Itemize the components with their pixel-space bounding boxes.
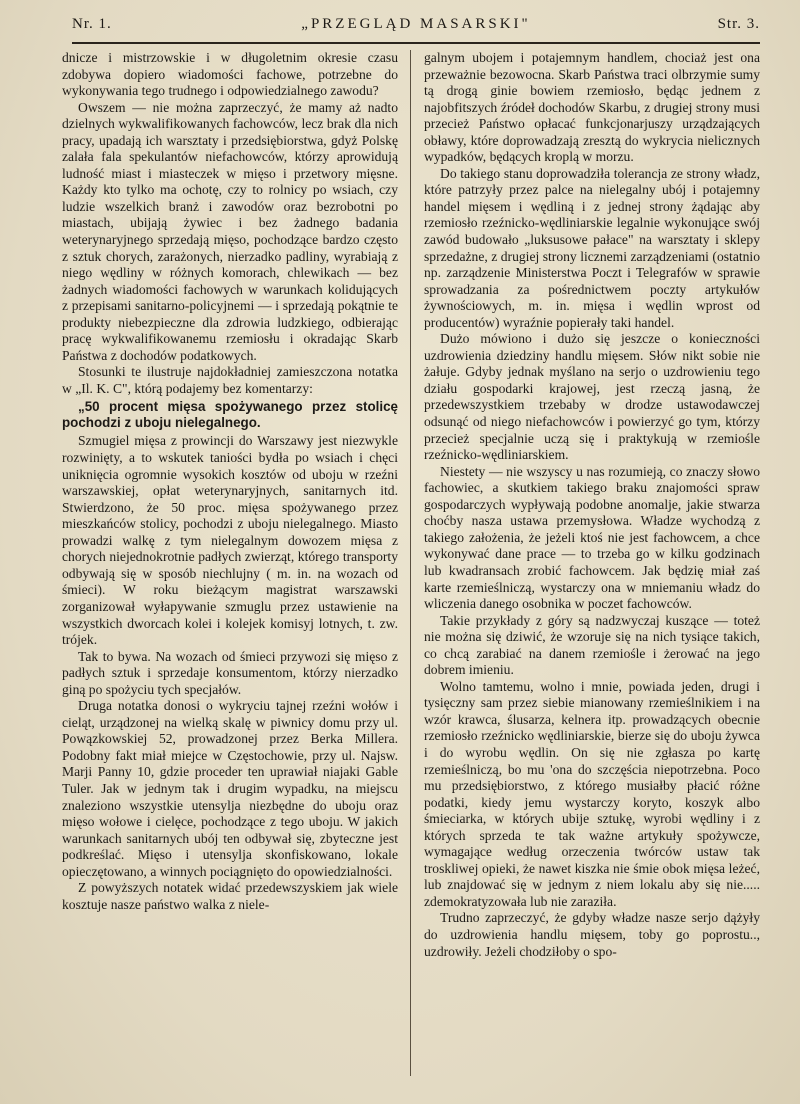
paragraph: Tak to bywa. Na wozach od śmieci przywozi się mięso z padłych sztuk i sprzedaje konsumentom, którzy nierzadko giną po spożyciu tych specjałów. <box>62 648 398 697</box>
paragraph: Stosunki te ilustruje najdokładniej zamieszczona notatka w „Il. K. C", którą podajemy bez komentarzy: <box>62 364 398 396</box>
paragraph: Do takiego stanu doprowadziła tolerancja ze strony władz, które patrzyły przez palce na nielegalny ubój i potajemny handel mięsem i wędliną i z jednej strony żądając aby rzemiosło rzeźnicko-wędliniarskie legalnie wykonujące swój zawód budowało „luksusowe pałace" na warsztaty i sklepy sprzedażne, z drugiej strony licznemi zarządzeniami (ostatnio np. zarządzenie Ministerstwa Poczt i Telegrafów w sprawie sprowadzania za pośrednictwem poczty artykułów żywnościowych, m. in. mięsa i wędlin wprost od producentów) wyraźnie popierały taki handel. <box>424 165 760 330</box>
quoted-headline: „50 procent mięsa spożywanego przez stolicę pochodzi z uboju nielegalnego. <box>62 399 398 431</box>
right-column <box>424 50 760 1084</box>
column-divider <box>410 50 411 1076</box>
paragraph: galnym ubojem i potajemnym handlem, chociaż jest ona przeważnie bezowocna. Skarb Państwa traci olbrzymie sumy tą drogą ginie bowiem rzemiosło, będąc jednem z najobfitszych źródeł dochodów Skarbu, z drugiej strony musi przecież Państwo opłacać funkcjonarjuszy urządzających obławy, które doprowadzają zresztą do wykrycia nielicznych wypadków, będących kroplą w morzu. <box>424 50 760 165</box>
paragraph: Dużo mówiono i dużo się jeszcze o konieczności uzdrowienia dziedziny handlu mięsem. Słów nikt sobie nie żałuje. Gdyby jednak myślano na serjo o uzdrowieniu tego działu gospodarki krajowej, jest rzeczą jasną, że przedewszystkiem trzebaby w drodze ustawodawczej odsunąć od niego niefachowców i powierzyć go tym, którzy przecież specjalnie uczą się i praktykują w rzemiośle rzeźnicko-wędliniarskiem. <box>424 331 760 463</box>
paragraph: Niestety — nie wszyscy u nas rozumieją, co znaczy słowo fachowiec, a skutkiem takiego braku znajomości spraw gospodarczych wypływają podobne anomalje, jakie stwarza choćby nasza ustawa przemysłowa. Władze wychodzą z takiego założenia, że jeżeli ktoś nie jest fachowcem, a chce wykonywać dane prace — to trzeba go w kilku godzinach lub kwadransach zrobić fachowcem. Jak będzię miał zaś karte rzemieślniczą, wystarczy ona w mniemaniu władz do wliczenia danego osobnika w poczet fachowców. <box>424 463 760 612</box>
paragraph: Takie przykłady z góry są nadzwyczaj kuszące — toteż nie można się dziwić, że wzoruje się na nich tysiące takich, co chcą zarabiać na danem rzemiośle i żerować na jego dobrem imieniu. <box>424 612 760 678</box>
issue-number: Nr. 1. <box>72 16 112 32</box>
paragraph: Z powyższych notatek widać przedewszyskiem jak wiele kosztuje nasze państwo walka z niele- <box>62 880 398 912</box>
paragraph: dnicze i mistrzowskie i w długoletnim okresie czasu zdobywa dopiero wiadomości fachowe, potrzebne do wykonywania tego trudnego i odpowiedzialnego zawodu? <box>62 50 398 99</box>
page-number: Str. 3. <box>717 16 760 32</box>
paragraph: Druga notatka donosi o wykryciu tajnej rzeźni wołów i cieląt, urządzonej na wielką skalę w piwnicy domu przy ul. Powązkowskiej 52, prowadzonej przez Berka Millera. Podobny fakt miał miejce w Częstochowie, przy ul. Najsw. Marji Panny 10, gdzie proceder ten uprawiał niajaki Gable Tuler. Jak w jednym tak i drugim wypadku, na miejscu znaleziono wszystkie utensylja niezbędne do uboju oraz mięso wołowe i cielęce, pochodzące z tego uboju. W jakich warunkach sanitarnych ubój ten odbywał się, zbyteczne jest podkreślać. Mięso i utensylja skonfiskowano, lokale opieczętowano, a winnych pociągnięto do opowiedzialności. <box>62 698 398 879</box>
paragraph: Trudno zaprzeczyć, że gdyby władze nasze serjo dążyły do uzdrowienia handlu mięsem, toby go poprostu.., uzdrowiły. Jeżeli chodziłoby o spo- <box>424 910 760 959</box>
left-column <box>62 50 398 1084</box>
paragraph: Wolno tamtemu, wolno i mnie, powiada jeden, drugi i tysięczny sam przez siebie mianowany rzemieślnikiem i na wzór krawca, ślusarza, kelnera itp. prowadzących obecnie rzemiosło rzeźnicko wędliniarskie, bierze się do uboju żywca i do wyrobu wędlin. On się nie zgłasza po kartę rzemieślniczą, bo mu 'ona do szczęścia niepotrzebna. Poco mu przedsiębiorstwo, z którego musiałby płacić różne podatki, kiedy jemu wystarczy koryto, koszyk albo śmieciarka, w których ubije sztukę, wyrobi wędliny i z których sprzeda te tak ważne artykuły spożywcze, wymagające według orzeczenia twórców ustaw tak troskliwej opieki, że nawet kiszka nie śmie obok mięsa leżeć, lub znajdować się w jednym z niem lokalu aby się nie..... zdemokratyzowała lub nie zaraziła. <box>424 678 760 909</box>
header-rule <box>72 42 760 44</box>
publication-title: „PRZEGLĄD MASARSKI" <box>301 16 531 32</box>
paragraph: Szmugiel mięsa z prowincji do Warszawy jest niezwykle rozwinięty, a to wskutek taniości bydła po wsiach i chęci uniknięcia ogromnie wysokich kosztów od uboju w rzeźni warszawskiej, opłat weterynaryjnych, sanitarnych itd. Stwierdzono, że 50 proc. mięsa spożywanego przez mieszkańców stolicy, pochodzi z uboju nielegalnego. Miasto prowadzi walkę z tym nielegalnym dowozem mięsa z chorych niejednokrotnie padłych zwierząt, którego transporty odbywają się w sposób niechlujny ( m. in. na wozach od śmieci). W roku bieżącym magistrat warszawski zorganizował wyłapywanie szmuglu przez ustawienie na wszystkich dworcach kolei i kolejek komisyj lotnych, t. zw. trójek. <box>62 433 398 648</box>
page-header <box>72 10 760 40</box>
paragraph: Owszem — nie można zaprzeczyć, że mamy aż nadto dzielnych wykwalifikowanych fachowców, lecz brak dla nich pracy, upadają ich warsztaty i przedsiębiorstwa, gdyż Polskę zalała fala spekulantów niefachowców, którzy aprowidują ludność miast i miasteczek w mięso i przetwory mięsne. Każdy kto tylko ma ochotę, czy to rolnicy po wsiach, czy ludzie wszelkich branż i zawodów oraz bezrobotni po miastach, ubijają żywiec i bez żadnego badania weterynaryjnego sprzedają mięso, pochodzące bardzo często z sztuk chorych, zarażonych, nierzadko padliny, wyrabiają z niego wędliny w różnych komorach, chlewikach — bez żadnych wiadomości fachowych w warunkach kolidujących z przepisami sanitarno-policyjnemi — i sprzedają pokątnie te produkty niebezpieczne dla zdrowia ludzkiego, odbierając pracę wykwalifikowanemu rzemiosłu i okradając Skarb Państwa z dochodów podatkowych. <box>62 99 398 363</box>
